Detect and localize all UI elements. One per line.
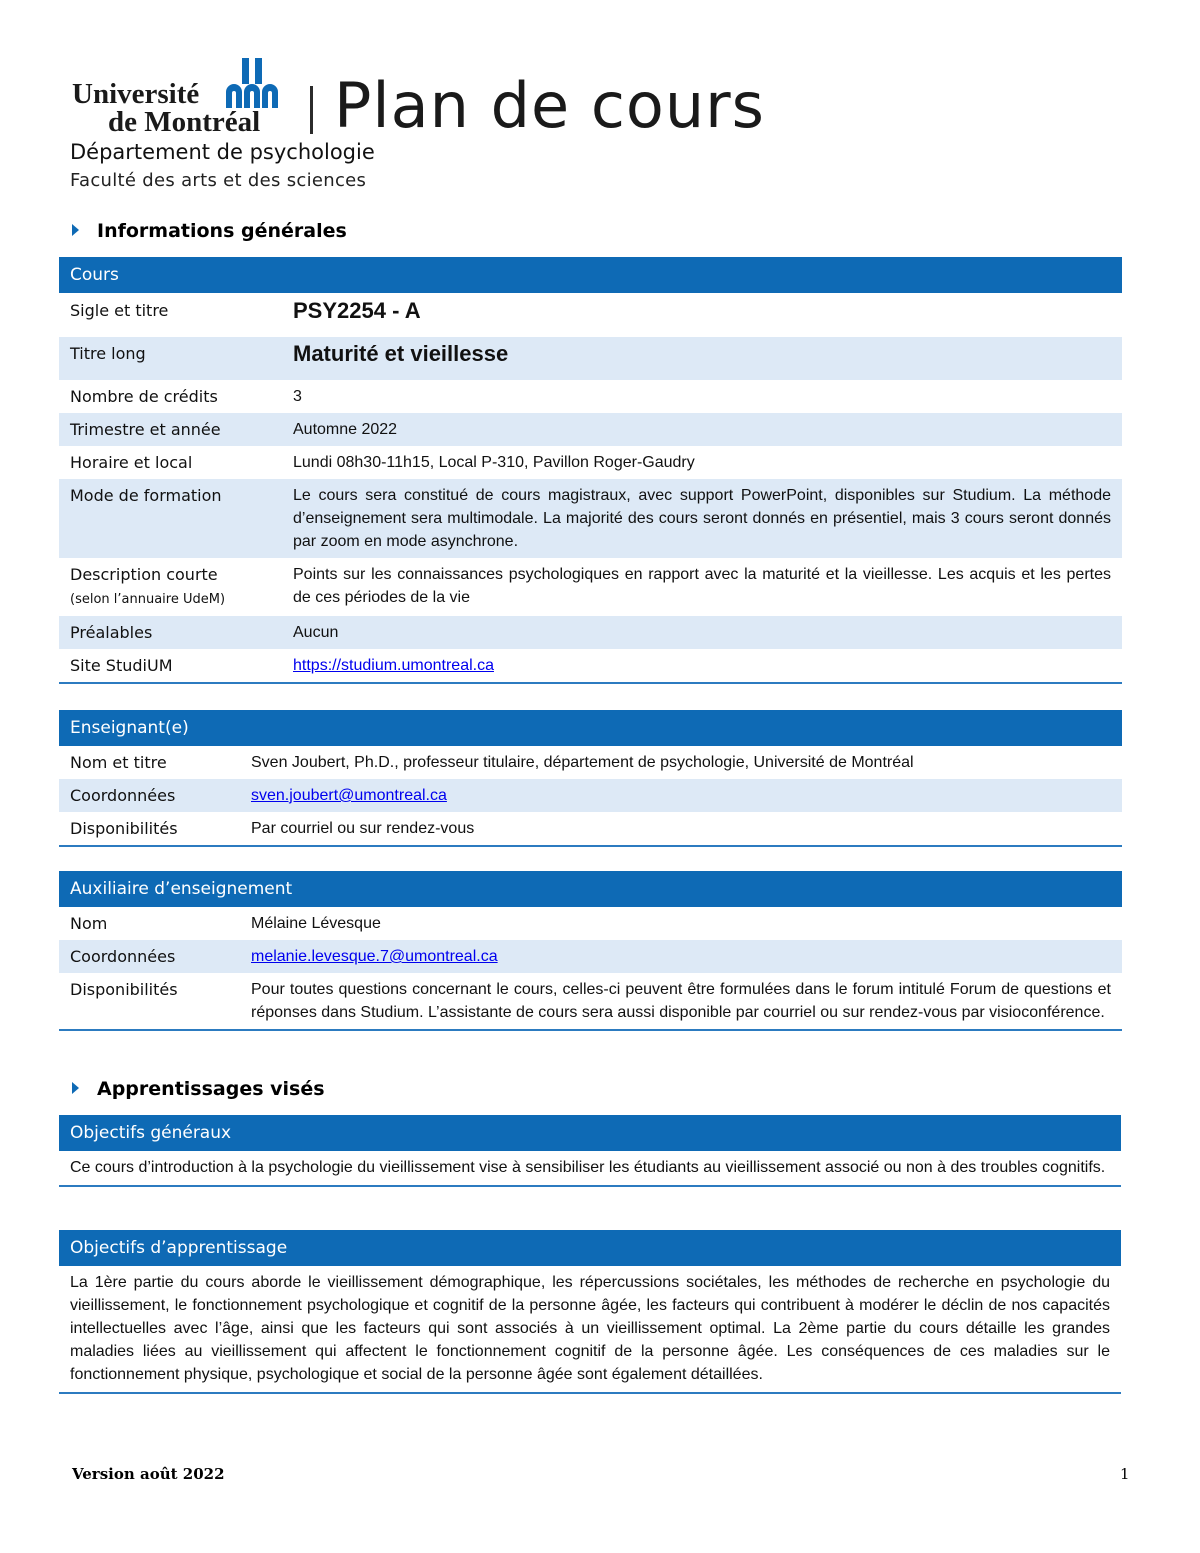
general-objectives-header: Objectifs généraux xyxy=(59,1115,1121,1151)
prerequisites-value: Aucun xyxy=(282,616,1122,649)
assistant-availability: Pour toutes questions concernant le cours, celles-ci peuvent être formulées dans le forum intitulé Forum de questions et réponses dans Studium. L’assistante de cours sera aussi disponible par courriel ou sur rendez-vous par visioconférence. xyxy=(251,981,1111,1021)
table-row xyxy=(59,779,1122,812)
triangle-bullet-icon xyxy=(72,224,79,236)
row-label: Mode de formation xyxy=(59,479,282,558)
teacher-table-header: Enseignant(e) xyxy=(59,710,1122,746)
page-number: 1 xyxy=(1120,1465,1130,1483)
description-sublabel: (selon l’annuaire UdeM) xyxy=(70,592,226,607)
row-label: Sigle et titre xyxy=(70,301,169,320)
table-row xyxy=(59,616,1122,649)
term-value: Automne 2022 xyxy=(282,413,1122,446)
assistant-email-link[interactable]: melanie.levesque.7@umontreal.ca xyxy=(251,948,498,965)
section-general-title: Informations générales xyxy=(97,220,347,242)
row-label: Trimestre et année xyxy=(59,413,282,446)
table-row xyxy=(59,558,1122,616)
learning-objectives-text: La 1ère partie du cours aborde le vieillissement démographique, les répercussions sociétales, les méthodes de recherche en psychologie du vieillissement, le fonctionnement psychologique et cognitif de la personne âgée, les facteurs qui contribuent à modérer le déclin de nos capacités intellectuelles avec l’âge, ainsi que les facteurs qui sont associés à un vieillissement optimal. La 2ème partie du cours détaille les grandes maladies liées au vieillissement qui affectent le fonctionnement cognitif de la personne âgée. Les conséquences de ces maladies sur le fonctionnement physique, psychologique et social de la personne âgée sont également détaillées. xyxy=(70,1274,1110,1383)
assistant-table-header: Auxiliaire d’enseignement xyxy=(59,871,1122,907)
table-row xyxy=(59,940,1122,973)
course-code: PSY2254 - A xyxy=(293,298,421,323)
table-row xyxy=(59,1151,1121,1186)
row-label: Coordonnées xyxy=(59,940,240,973)
table-row xyxy=(59,293,1122,337)
table-row xyxy=(59,649,1122,683)
teacher-email-link[interactable]: sven.joubert@umontreal.ca xyxy=(251,787,447,804)
format-value: Le cours sera constitué de cours magistraux, avec support PowerPoint, disponibles sur Studium. La méthode d’enseignement sera multimodale. La majorité des cours seront donnés en présentiel, mais 3 cours seront donnés par zoom en mode asynchrone. xyxy=(282,479,1122,558)
section-general xyxy=(72,220,347,242)
section-learning-title: Apprentissages visés xyxy=(97,1078,325,1100)
row-label: Site StudiUM xyxy=(70,656,173,675)
teacher-availability: Par courriel ou sur rendez-vous xyxy=(251,820,475,837)
studium-link[interactable]: https://studium.umontreal.ca xyxy=(293,657,494,674)
table-row xyxy=(59,1266,1121,1393)
document-title: Plan de cours xyxy=(334,69,765,142)
row-label: Coordonnées xyxy=(59,779,240,812)
table-row xyxy=(59,413,1122,446)
course-table-header: Cours xyxy=(59,257,1122,293)
description-value: Points sur les connaissances psychologiques en rapport avec la maturité et la vieillesse. Les acquis et les pertes de ces périodes de la vie xyxy=(293,566,1111,606)
course-table xyxy=(59,257,1122,684)
course-long-title: Maturité et vieillesse xyxy=(282,337,1122,380)
title-separator xyxy=(310,86,313,134)
assistant-table xyxy=(59,871,1122,1031)
table-row xyxy=(59,479,1122,558)
triangle-bullet-icon xyxy=(72,1082,79,1094)
row-label: Préalables xyxy=(59,616,282,649)
row-label: Nom et titre xyxy=(70,753,167,772)
university-line2: de Montréal xyxy=(108,106,261,138)
table-row xyxy=(59,380,1122,413)
table-row xyxy=(59,812,1122,846)
row-label: Nombre de crédits xyxy=(70,387,218,406)
table-row xyxy=(59,973,1122,1030)
udem-logo xyxy=(72,56,832,142)
learning-objectives-table xyxy=(59,1230,1121,1394)
schedule-value: Lundi 08h30-11h15, Local P-310, Pavillon Roger-Gaudry xyxy=(293,454,695,471)
table-row xyxy=(59,337,1122,380)
row-label: Nom xyxy=(70,914,108,933)
faculty-name: Faculté des arts et des sciences xyxy=(70,170,367,191)
general-objectives-text: Ce cours d’introduction à la psychologie du vieillissement vise à sensibiliser les étudiants au vieillissement associé ou non à des troubles cognitifs. xyxy=(70,1159,1106,1176)
version-label: Version août 2022 xyxy=(72,1465,225,1483)
credits-value: 3 xyxy=(293,388,302,405)
row-label: Disponibilités xyxy=(70,819,178,838)
section-learning xyxy=(72,1078,325,1100)
general-objectives-table xyxy=(59,1115,1121,1187)
teacher-name: Sven Joubert, Ph.D., professeur titulaire, département de psychologie, Université de Montréal xyxy=(251,754,914,771)
department-name: Département de psychologie xyxy=(70,140,375,164)
row-label: Horaire et local xyxy=(70,453,193,472)
row-label: Titre long xyxy=(59,337,282,380)
teacher-table xyxy=(59,710,1122,847)
description-label: Description courte xyxy=(70,565,218,584)
learning-objectives-header: Objectifs d’apprentissage xyxy=(59,1230,1121,1266)
udem-mark-icon xyxy=(224,56,280,112)
row-label xyxy=(59,558,282,616)
university-line1: Université xyxy=(72,78,200,110)
table-row xyxy=(59,907,1122,940)
table-row xyxy=(59,446,1122,479)
row-label: Disponibilités xyxy=(70,980,178,999)
table-row xyxy=(59,746,1122,779)
assistant-name: Mélaine Lévesque xyxy=(251,915,381,932)
